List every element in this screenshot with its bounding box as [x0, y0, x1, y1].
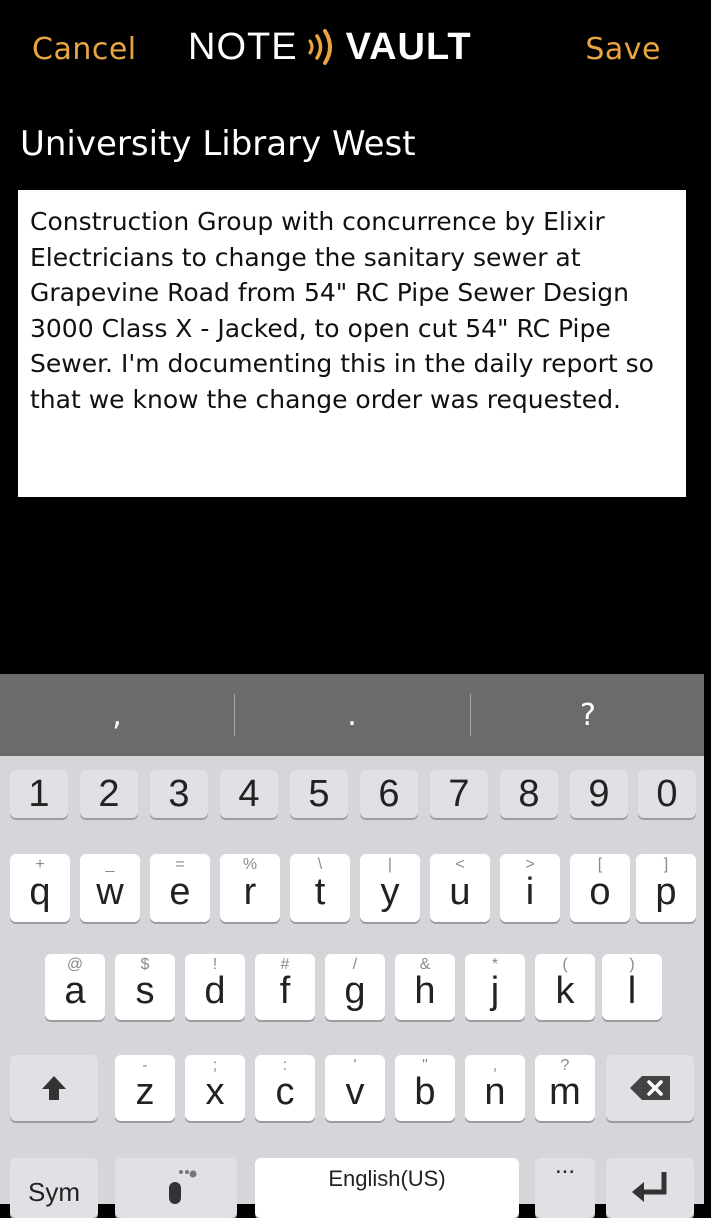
key-0[interactable] [638, 770, 696, 818]
key-label: 4 [238, 772, 260, 815]
key-label: k [555, 969, 575, 1012]
key-label: c [275, 1070, 295, 1113]
key-label: f [279, 969, 291, 1012]
key-label: r [243, 870, 257, 913]
key-z[interactable] [115, 1055, 175, 1121]
key-a[interactable] [45, 954, 105, 1020]
key-7[interactable] [430, 770, 488, 818]
key-label: s [135, 969, 155, 1012]
key-label: 9 [588, 772, 610, 815]
key-q[interactable] [10, 854, 70, 922]
key-alt-label: ] [663, 856, 669, 873]
key-label: 3 [168, 772, 190, 815]
key-u[interactable] [430, 854, 490, 922]
key-alt-label: ! [212, 956, 218, 973]
sound-waves-icon [302, 27, 342, 67]
cancel-button[interactable]: Cancel [32, 32, 137, 67]
key-label: o [589, 870, 611, 913]
key-alt-label: ; [212, 1057, 218, 1074]
key-v[interactable] [325, 1055, 385, 1121]
key-alt-label: < [455, 856, 465, 873]
key-label: t [314, 870, 326, 913]
key-label: 2 [98, 772, 120, 815]
key-alt-label: & [419, 956, 431, 973]
key-l[interactable] [602, 954, 662, 1020]
sym-key[interactable] [10, 1158, 98, 1218]
key-label: q [29, 870, 51, 913]
key-s[interactable] [115, 954, 175, 1020]
key-label: y [380, 870, 400, 913]
backspace-key[interactable] [606, 1055, 694, 1121]
key-6[interactable] [360, 770, 418, 818]
note-text-area[interactable]: Construction Group with concurrence by Elixir Electricians to change the sanitary sewer at Grapevine Road from 54" RC Pipe Sewer Design 3000 Class X - Jacked, to open cut 54" RC Pipe Sewer. I'm documenting this in the daily report so that we know the change order was requested. [18, 190, 686, 497]
key-label: 1 [28, 772, 50, 815]
suggestion-comma[interactable]: , [112, 697, 122, 733]
key-1[interactable] [10, 770, 68, 818]
key-8[interactable] [500, 770, 558, 818]
key-alt-label: ( [562, 956, 568, 973]
key-alt-label: " [422, 1057, 428, 1074]
key-alt-label: % [242, 856, 258, 873]
key-alt-label: ? [560, 1057, 570, 1074]
key-p[interactable] [636, 854, 696, 922]
enter-key[interactable] [606, 1158, 694, 1218]
key-alt-label: $ [140, 956, 150, 973]
key-alt-label: / [352, 956, 358, 973]
key-alt-label: # [280, 956, 290, 973]
soft-keyboard [0, 756, 704, 1207]
key-x[interactable] [185, 1055, 245, 1121]
key-label: d [204, 969, 226, 1012]
app-header [0, 0, 711, 100]
key-label: m [549, 1070, 581, 1113]
key-k[interactable] [535, 954, 595, 1020]
voice-input-key[interactable] [115, 1158, 237, 1218]
more-options-key[interactable] [535, 1152, 595, 1218]
key-alt-label: \ [317, 856, 323, 873]
backspace-icon [628, 1074, 672, 1102]
key-alt-label: - [142, 1057, 148, 1074]
shift-key[interactable] [10, 1055, 98, 1121]
key-4[interactable] [220, 770, 278, 818]
app-logo [188, 22, 472, 72]
location-title: University Library West [20, 124, 416, 164]
key-label: w [96, 870, 124, 913]
key-alt-label: , [492, 1057, 498, 1074]
key-h[interactable] [395, 954, 455, 1020]
key-2[interactable] [80, 770, 138, 818]
key-alt-label: _ [105, 856, 115, 873]
key-label: 7 [448, 772, 470, 815]
key-label: l [627, 969, 637, 1012]
key-i[interactable] [500, 854, 560, 922]
key-label: 8 [518, 772, 540, 815]
key-label: 0 [656, 772, 678, 815]
key-label: e [169, 870, 191, 913]
enter-icon [628, 1168, 672, 1208]
key-o[interactable] [570, 854, 630, 922]
key-t[interactable] [290, 854, 350, 922]
key-label: u [449, 870, 471, 913]
key-label: j [490, 969, 500, 1012]
key-f[interactable] [255, 954, 315, 1020]
key-label: x [205, 1070, 225, 1113]
key-alt-label: + [35, 856, 45, 873]
key-alt-label: : [282, 1057, 288, 1074]
key-alt-label: | [387, 856, 393, 873]
key-label: 5 [308, 772, 330, 815]
key-3[interactable] [150, 770, 208, 818]
space-key[interactable] [255, 1158, 519, 1218]
key-label: g [344, 969, 366, 1012]
key-c[interactable] [255, 1055, 315, 1121]
more-options-label: ... [554, 1152, 575, 1179]
key-label: p [655, 870, 677, 913]
key-d[interactable] [185, 954, 245, 1020]
key-e[interactable] [150, 854, 210, 922]
key-g[interactable] [325, 954, 385, 1020]
key-5[interactable] [290, 770, 348, 818]
suggestion-bar [0, 674, 704, 756]
logo-text-note: NOTE [188, 25, 298, 68]
key-alt-label: * [491, 956, 499, 973]
key-b[interactable] [395, 1055, 455, 1121]
key-alt-label: = [175, 856, 185, 873]
key-label: n [484, 1070, 506, 1113]
key-alt-label: @ [66, 956, 84, 973]
microphone-icon [151, 1168, 201, 1208]
key-label: h [414, 969, 436, 1012]
key-label: a [64, 969, 86, 1012]
key-y[interactable] [360, 854, 420, 922]
sym-key-label: Sym [28, 1176, 80, 1207]
save-button[interactable]: Save [585, 32, 661, 67]
key-n[interactable] [465, 1055, 525, 1121]
key-label: 6 [378, 772, 400, 815]
key-j[interactable] [465, 954, 525, 1020]
key-label: v [345, 1070, 365, 1113]
key-label: b [414, 1070, 436, 1113]
key-9[interactable] [570, 770, 628, 818]
key-alt-label: > [525, 856, 535, 873]
key-label: z [135, 1070, 155, 1113]
key-w[interactable] [80, 854, 140, 922]
key-m[interactable] [535, 1055, 595, 1121]
logo-text-vault: VAULT [345, 25, 472, 68]
key-r[interactable] [220, 854, 280, 922]
key-alt-label: ) [629, 956, 635, 973]
suggestion-period[interactable]: . [347, 697, 357, 733]
key-label: i [525, 870, 535, 913]
suggestion-question[interactable]: ? [580, 697, 596, 733]
key-alt-label: [ [597, 856, 603, 873]
space-key-language: English(US) [328, 1166, 446, 1191]
key-alt-label: ' [353, 1057, 357, 1074]
shift-arrow-icon [39, 1073, 69, 1103]
